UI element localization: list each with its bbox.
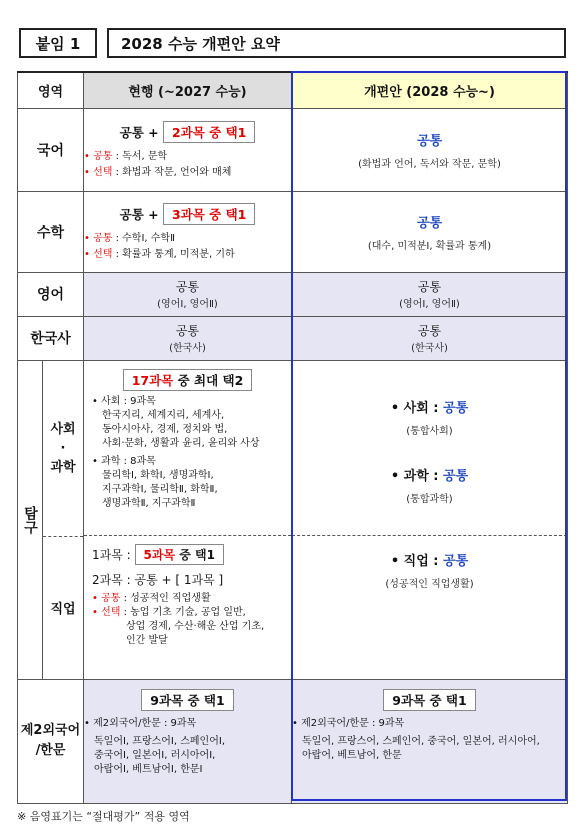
inquiry-current xyxy=(84,360,292,679)
social-new: • 사회 : 공통 xyxy=(390,400,469,416)
document-title: 2028 수능 개편안 요약 xyxy=(107,28,566,58)
social-line: 한국지리, 세계지리, 세계사, xyxy=(102,409,225,421)
science-line: 물리학Ⅰ, 화학Ⅰ, 생명과학Ⅰ, xyxy=(102,469,214,481)
korean-new-sub: (화법과 언어, 독서와 작문, 문학) xyxy=(358,158,501,170)
science-line: 지구과학Ⅰ, 물리학Ⅱ, 화학Ⅱ, xyxy=(102,483,218,495)
science-new-sub: (통합과학) xyxy=(406,493,453,505)
history-current xyxy=(84,316,292,360)
math-new-main: 공통 xyxy=(416,215,443,231)
history-new-sub: (한국사) xyxy=(411,343,448,354)
footnote: ※ 음영표기는 “절대평가” 적용 영역 xyxy=(17,810,190,823)
vocational-cur-elective: • 선택 : 농업 기초 기술, 공업 일반, xyxy=(92,606,246,618)
foreign-cur-line: 중국어Ⅰ, 일본어Ⅰ, 러시아어Ⅰ, xyxy=(94,749,216,761)
korean-cur-prefix: 공통 + xyxy=(119,124,163,140)
english-cur-sub: (영어Ⅰ, 영어Ⅱ) xyxy=(157,299,218,310)
english-new xyxy=(292,272,568,316)
vocational-cur-l2: 2과목 : 공통 + [ 1과목 ] xyxy=(92,572,224,587)
vocational-cur-l1: 1과목 : 5과목 중 택1 xyxy=(92,544,283,565)
foreign-current xyxy=(84,679,292,803)
korean-current xyxy=(84,108,292,191)
vocational-new-sub: (성공적인 직업생활) xyxy=(385,578,474,590)
vocational-cur-common: • 공통 : 성공적인 직업생활 xyxy=(92,592,211,604)
area-history: 한국사 xyxy=(18,316,84,360)
social-head: • 사회 : 9과목 xyxy=(92,395,156,407)
header-area: 영역 xyxy=(18,72,84,108)
area-english: 영어 xyxy=(18,272,84,316)
area-korean: 국어 xyxy=(18,108,84,191)
math-new-sub: (대수, 미적분Ⅰ, 확률과 통계) xyxy=(367,240,492,252)
social-line: 동아시아사, 경제, 정치와 법, xyxy=(102,423,228,435)
foreign-new-line: 독일어, 프랑스어, 스페인어, 중국어, 일본어, 러시아어, xyxy=(302,735,540,747)
foreign-new-line: 아랍어, 베트남어, 한문 xyxy=(302,749,402,761)
header-new: 개편안 (2028 수능~) xyxy=(292,72,568,108)
header-current: 현행 (~2027 수능) xyxy=(84,72,292,108)
science-new: • 과학 : 공통 xyxy=(390,468,469,484)
science-line: 생명과학Ⅱ, 지구과학Ⅱ xyxy=(102,497,196,509)
foreign-new-head: • 제2외국어/한문 : 9과목 xyxy=(292,717,405,729)
foreign-cur-pill: 9과목 중 택1 xyxy=(141,689,233,711)
foreign-cur-line: 아랍어Ⅰ, 베트남어Ⅰ, 한문Ⅰ xyxy=(94,763,203,775)
vocational-cur-elective-l3: 인간 발달 xyxy=(126,634,168,646)
area-math: 수학 xyxy=(18,191,84,272)
science-head: • 과학 : 8과목 xyxy=(92,455,156,467)
history-cur-main: 공통 xyxy=(175,324,200,338)
math-current xyxy=(84,191,292,272)
inquiry-social-science-label: 사회 · 과학 xyxy=(43,361,83,537)
vocational-current xyxy=(84,536,291,679)
korean-new-main: 공통 xyxy=(416,133,443,149)
english-new-main: 공통 xyxy=(417,280,442,294)
math-cur-pill: 3과목 중 택1 xyxy=(163,203,255,225)
foreign-cur-head: • 제2외국어/한문 : 9과목 xyxy=(84,717,197,729)
foreign-new-pill: 9과목 중 택1 xyxy=(383,689,475,711)
vocational-new-main: • 직업 : 공통 xyxy=(390,553,469,569)
korean-cur-pill: 2과목 중 택1 xyxy=(163,121,255,143)
korean-new xyxy=(292,108,568,191)
social-line: 사회·문화, 생활과 윤리, 윤리와 사상 xyxy=(102,437,260,449)
inquiry-vocational-label: 직업 xyxy=(50,602,76,617)
english-new-sub: (영어Ⅰ, 영어Ⅱ) xyxy=(399,299,460,310)
english-cur-main: 공통 xyxy=(175,280,200,294)
inquiry-label: 탐구 xyxy=(18,361,43,679)
attachment-label: 붙임 1 xyxy=(19,28,97,58)
foreign-new xyxy=(292,679,568,803)
history-cur-sub: (한국사) xyxy=(169,343,206,354)
korean-cur-elective: • 선택 : 화법과 작문, 언어와 매체 xyxy=(84,166,232,178)
summary-table xyxy=(17,71,568,804)
social-science-new xyxy=(292,361,567,536)
math-new xyxy=(292,191,568,272)
vocational-cur-elective-l2: 상업 경제, 수산·해운 산업 기초, xyxy=(126,620,265,632)
vocational-new xyxy=(292,536,567,679)
social-new-sub: (통합사회) xyxy=(406,425,453,437)
area-inquiry xyxy=(18,360,84,679)
area-foreign: 제2외국어 /한문 xyxy=(18,679,84,803)
math-cur-common: • 공통 : 수학Ⅰ, 수학Ⅱ xyxy=(84,232,176,244)
social-science-current xyxy=(84,361,291,536)
math-cur-elective: • 선택 : 확률과 통계, 미적분, 기하 xyxy=(84,248,235,260)
social-science-cur-pill: 17과목 중 최대 택2 xyxy=(123,369,253,391)
history-new-main: 공통 xyxy=(417,324,442,338)
korean-cur-common: • 공통 : 독서, 문학 xyxy=(84,150,168,162)
foreign-cur-line: 독일어Ⅰ, 프랑스어Ⅰ, 스페인어Ⅰ, xyxy=(94,735,226,747)
history-new xyxy=(292,316,568,360)
english-current xyxy=(84,272,292,316)
math-cur-prefix: 공통 + xyxy=(119,206,163,222)
inquiry-new xyxy=(292,360,568,679)
